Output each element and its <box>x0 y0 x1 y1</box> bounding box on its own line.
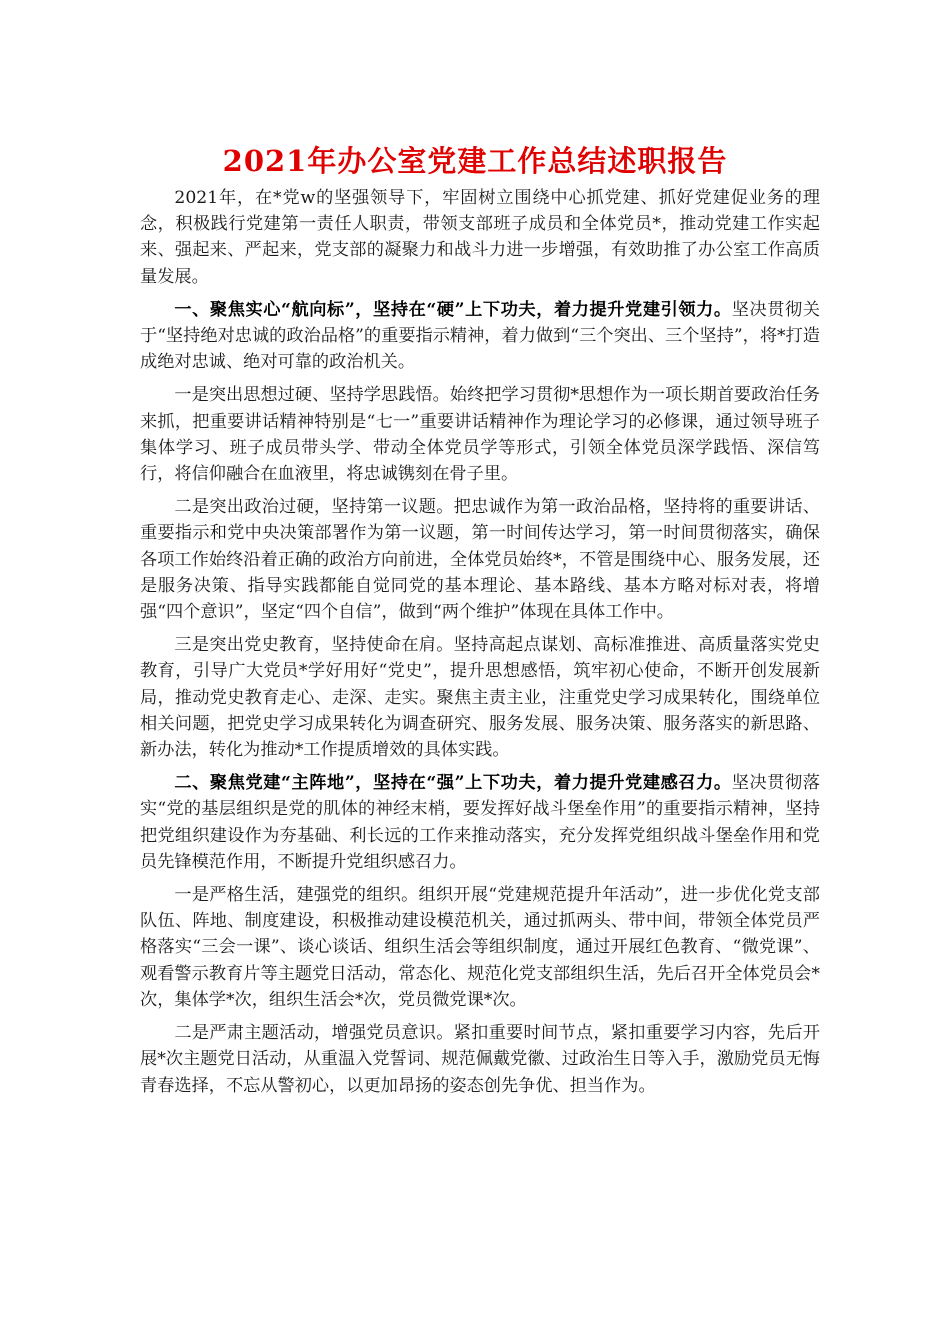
paragraph-2-1 <box>140 882 820 1013</box>
paragraph-text: 一是突出思想过硬、坚持学思践悟。始终把学习贯彻*思想作为一项长期首要政治任务来抓，把重要讲话精神特别是“七一”重要讲话精神作为理论学习的必修课，通过领导班子集体学习、班子成员带头学、带动全体党员学等形式，引领全体党员深学践悟、深信笃行，将信仰融合在血液里，将忠诚镌刻在骨子里。 <box>140 385 820 485</box>
paragraph-1-1 <box>140 382 820 487</box>
paragraph-text: 二是严肃主题活动，增强党员意识。紧扣重要时间节点，紧扣重要学习内容，先后开展*次主题党日活动，从重温入党誓词、规范佩戴党徽、过政治生日等入手，激励党员无悔青春选择，不忘从警初心，以更加昂扬的姿态创先争优、担当作为。 <box>140 1023 820 1096</box>
document-body <box>140 185 820 1106</box>
paragraph-1-2 <box>140 494 820 625</box>
paragraph-text: 坚决贯彻落实“党的基层组织是党的肌体的神经末梢，要发挥好战斗堡垒作用”的重要指示精神，坚持把党组织建设作为夯基础、利长远的工作来推动落实，充分发挥党组织战斗堡垒作用和党员先锋模范作用，不断提升党组织感召力。 <box>140 773 820 872</box>
document-title: 2021年办公室党建工作总结述职报告 <box>222 144 728 178</box>
paragraph-1-3 <box>140 632 820 763</box>
section-heading: 一、聚焦实心“航向标”，坚持在“硬”上下功夫，着力提升党建引领力。 <box>174 299 732 320</box>
paragraph-text: 一是严格生活，建强党的组织。组织开展“党建规范提升年活动”，进一步优化党支部队伍、阵地、制度建设，积极推动建设模范机关，通过抓两头、带中间，带领全体党员严格落实“三会一课”、谈心谈话、组织生活会等组织制度，通过开展红色教育、“微党课”、观看警示教育片等主题党日活动，常态化、规范化党支部组织生活，先后召开全体党员会*次，集体学*次，组织生活会*次，党员微党课*次。 <box>140 885 820 1010</box>
paragraph-section-2 <box>140 770 820 875</box>
paragraph-section-1 <box>140 297 820 376</box>
paragraph-text: 坚决贯彻关于“坚持绝对忠诚的政治品格”的重要指示精神，着力做到“三个突出、三个坚持”，将*打造成绝对忠诚、绝对可靠的政治机关。 <box>140 299 820 373</box>
section-heading: 二、聚焦党建“主阵地”，坚持在“强”上下功夫，着力提升党建感召力。 <box>174 773 732 794</box>
paragraph-intro <box>140 185 820 290</box>
paragraph-text: 三是突出党史教育，坚持使命在肩。坚持高起点谋划、高标准推进、高质量落实党史教育，引导广大党员*学好用好“党史”，提升思想感悟，筑牢初心使命，不断开创发展新局，推动党史教育走心、走深、走实。聚焦主责主业，注重党史学习成果转化，围绕单位相关问题，把党史学习成果转化为调查研究、服务发展、服务决策、服务落实的新思路、新办法，转化为推动*工作提质增效的具体实践。 <box>140 635 820 761</box>
paragraph-text: 2021年，在*党w的坚强领导下，牢固树立围绕中心抓党建、抓好党建促业务的理念，积极践行党建第一责任人职责，带领支部班子成员和全体党员*，推动党建工作实起来、强起来、严起来，党支部的凝聚力和战斗力进一步增强，有效助推了办公室工作高质量发展。 <box>140 188 820 287</box>
paragraph-2-2 <box>140 1020 820 1099</box>
paragraph-text: 二是突出政治过硬，坚持第一议题。把忠诚作为第一政治品格，坚持将的重要讲话、重要指示和党中央决策部署作为第一议题，第一时间传达学习，第一时间贯彻落实，确保各项工作始终沿着正确的政治方向前进，全体党员始终*，不管是围绕中心、服务发展，还是服务决策、指导实践都能自觉同党的基本理论、基本路线、基本方略对标对表，将增强“四个意识”，坚定“四个自信”，做到“两个维护”体现在具体工作中。 <box>140 497 820 623</box>
